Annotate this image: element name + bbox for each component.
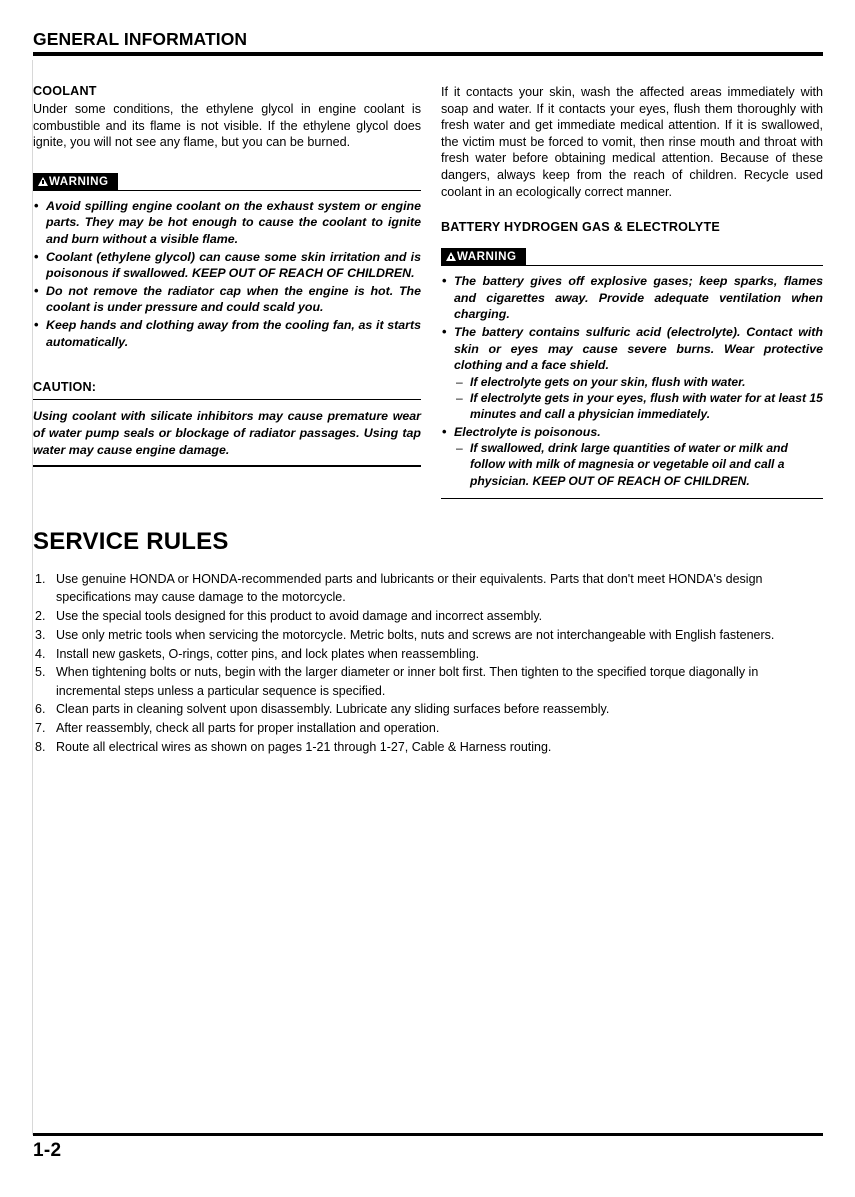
service-rules-section: [33, 528, 823, 757]
warning-item-text: The battery contains sulfuric acid (electrolyte). Contact with skin or eyes may cause severe burns. Wear protective clothing and a face shield.: [454, 325, 823, 373]
warning-item: [441, 324, 823, 422]
service-rule-item: Use only metric tools when servicing the motorcycle. Metric bolts, nuts and screws are not interchangeable with English fasteners.: [56, 627, 775, 642]
warning-triangle-icon: [446, 252, 456, 261]
service-rule-item: Install new gaskets, O-rings, cotter pins, and lock plates when reassembling.: [56, 646, 480, 661]
coolant-warning-block: [33, 173, 421, 350]
warning-badge-label: WARNING: [49, 174, 109, 188]
service-rule-item: Use the special tools designed for this product to avoid damage and incorrect assembly.: [56, 609, 543, 623]
warning-item: • Keep hands and clothing away from the cooling fan, as it starts automatically.: [33, 317, 421, 350]
warning-sub-item: – If swallowed, drink large quantities of water or milk and follow with milk of magnesia or vegetable oil and call a physician. KEEP OUT OF REACH OF CHILDREN.: [456, 440, 823, 489]
warning-badge-row: [441, 248, 823, 266]
page-number: 1-2: [33, 1139, 62, 1161]
warning-item: • Coolant (ethylene glycol) can cause some skin irritation and is poisonous if swallowed. KEEP OUT OF REACH OF CHILDREN.: [33, 249, 421, 282]
warning-badge-label: WARNING: [457, 249, 517, 263]
coolant-heading: COOLANT: [33, 84, 97, 98]
warning-item: • The battery gives off explosive gases; keep sparks, flames and cigarettes away. Provide adequate ventilation when charging.: [441, 273, 823, 323]
page-title: GENERAL INFORMATION: [33, 29, 248, 49]
service-rule-item: Use genuine HONDA or HONDA-recommended parts and lubricants or their equivalents. Parts that don't meet HONDA's design specifications may cause damage to the motorcycle.: [56, 572, 763, 605]
warning-badge: [441, 248, 526, 265]
coolant-body-text: Under some conditions, the ethylene glycol in engine coolant is combustible and its flame is not visible. If the ethylene glycol does ignite, you will not see any flame, but you can be burned.: [33, 102, 421, 150]
battery-heading: BATTERY HYDROGEN GAS & ELECTROLYTE: [441, 220, 720, 235]
coolant-warning-list: [33, 198, 421, 350]
warning-item: • Avoid spilling engine coolant on the exhaust system or engine parts. They may be hot enough to cause the coolant to ignite and burn without a visible flame.: [33, 198, 421, 248]
warning-sub-item: – If electrolyte gets on your skin, flush with water.: [456, 374, 823, 390]
service-rule-item: After reassembly, check all parts for proper installation and operation.: [56, 721, 440, 735]
warning-item: [441, 424, 823, 489]
page-header: [33, 30, 823, 56]
warning-sub-list: [454, 440, 823, 489]
coolant-continued-text: If it contacts your skin, wash the affected areas immediately with soap and water. If it contacts your eyes, flush them thoroughly with fresh water and get immediate medical attention. If it is swallowed, the victim must be forced to vomit, then rinse mouth and throat with fresh water before obtaining medical attention. Because of these dangers, always keep from the reach of children. Recycle used coolant in an ecologically correct manner.: [441, 85, 823, 199]
service-rule-item: Clean parts in cleaning solvent upon disassembly. Lubricate any sliding surfaces before reassembly.: [56, 702, 610, 717]
footer-divider: [33, 1133, 823, 1136]
header-divider: [33, 52, 823, 56]
battery-warning-block: [441, 248, 823, 499]
page-footer: [33, 1133, 823, 1162]
warning-item-text: Electrolyte is poisonous.: [454, 424, 601, 439]
warning-sub-list: [454, 374, 823, 423]
caution-heading: CAUTION:: [33, 380, 421, 400]
service-rules-title: SERVICE RULES: [33, 528, 229, 555]
warning-sub-item: – If electrolyte gets in your eyes, flush with water for at least 15 minutes and call a physician immediately.: [456, 390, 823, 422]
left-column: [33, 84, 421, 467]
caution-bottom-rule: [33, 465, 421, 467]
service-rule-item: When tightening bolts or nuts, begin with the larger diameter or inner bolt first. Then tighten to the specified torque diagonally in incremental steps unless a particular sequence is specified.: [56, 665, 759, 698]
warning-badge-row: [33, 173, 421, 191]
warning-badge: [33, 173, 118, 190]
caution-body-text: Using coolant with silicate inhibitors may cause premature wear of water pump seals or blockage of radiator passages. Using tap water may cause engine damage.: [33, 409, 421, 457]
service-rules-list: [33, 570, 823, 756]
caution-block: [33, 380, 421, 466]
warning-item: • Do not remove the radiator cap when the engine is hot. The coolant is under pressure and could scald you.: [33, 283, 421, 316]
service-rule-item: Route all electrical wires as shown on pages 1-21 through 1-27, Cable & Harness routing.: [56, 739, 552, 754]
battery-warning-list: [441, 273, 823, 488]
warning-triangle-icon: [38, 177, 48, 186]
right-column: [441, 84, 823, 499]
battery-warning-bottom-rule: [441, 498, 823, 500]
